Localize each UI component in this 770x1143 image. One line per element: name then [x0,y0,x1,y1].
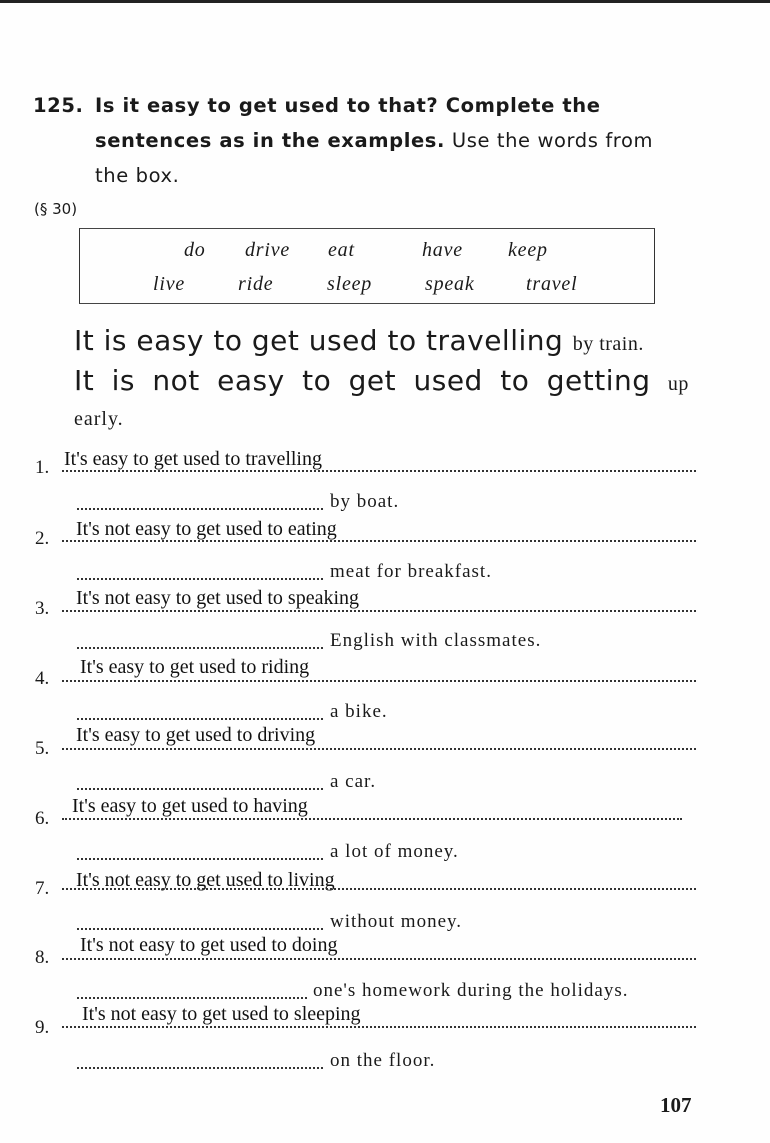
answer-line [62,748,696,750]
item-number: 1. [35,457,50,478]
answer-line-2 [77,647,323,649]
answer-line-2 [77,858,323,860]
word-box-item: keep [508,239,548,261]
example-1 [74,324,714,357]
sentence-continuation: one's homework during the holidays. [313,980,629,1001]
answer-line [62,958,696,960]
word-box-item: drive [245,239,291,261]
item-number: 3. [35,598,50,619]
answer-line [62,470,696,472]
answer-text: It's not easy to get used to eating [76,518,337,540]
task-title-bold-2: sentences as in the examples. [95,129,446,152]
answer-text: It's not easy to get used to doing [80,934,338,956]
answer-text: It's easy to get used to travelling [64,448,322,470]
word-box-item: have [422,239,463,261]
answer-text: It's easy to get used to riding [80,656,310,678]
answer-line-2 [77,508,323,510]
answer-line-2 [77,718,323,720]
word-box-item: travel [526,273,578,295]
example-1-main: It is easy to get used to travelling [74,324,564,357]
answer-line-2 [77,928,323,930]
page-number: 107 [660,1093,692,1117]
word-box-item: eat [328,239,355,261]
section-reference: (§ 30) [34,200,78,218]
word-box-item: sleep [327,273,373,295]
sentence-continuation: meat for breakfast. [330,561,492,582]
example-1-tail: by train. [572,333,644,355]
sentence-continuation: a bike. [330,701,388,722]
item-number: 2. [35,528,50,549]
sentence-continuation: a lot of money. [330,841,459,862]
sentence-continuation: a car. [330,771,377,792]
answer-line-2 [77,997,307,999]
word-box-item: do [184,239,206,261]
answer-text: It's easy to get used to driving [76,724,316,746]
task-title-bold-1: Is it easy to get used to that? Complete the [95,94,601,117]
task-number: 125. [33,94,84,117]
item-number: 5. [35,738,50,759]
example-2-tail: up [667,373,689,395]
item-number: 9. [35,1017,50,1038]
item-number: 6. [35,808,50,829]
task-instructions [33,88,703,193]
top-rule [0,0,770,3]
answer-line [62,818,682,820]
answer-line [62,888,696,890]
task-title-line-2 [33,123,703,158]
sentence-continuation: English with classmates. [330,630,542,651]
sentence-continuation: without money. [330,911,463,932]
word-box-item: ride [238,273,274,295]
word-box-item: speak [425,273,475,295]
sentence-continuation: by boat. [330,491,400,512]
example-2 [74,364,714,397]
answer-line [62,1026,696,1028]
answer-text: It's not easy to get used to speaking [76,587,359,609]
answer-text: It's not easy to get used to living [76,869,335,891]
task-title-line-1 [33,88,703,123]
sentence-continuation: on the floor. [330,1050,436,1071]
answer-line-2 [77,578,323,580]
answer-text: It's easy to get used to having [72,795,308,817]
task-title-rest: Use the words from [451,129,654,152]
answer-line [62,610,696,612]
item-number: 4. [35,668,50,689]
example-2-main: It is not easy to get used to getting [74,364,651,397]
task-title-line-3: the box. [95,164,180,187]
answer-text: It's not easy to get used to sleeping [82,1003,361,1025]
item-number: 7. [35,878,50,899]
answer-line-2 [77,788,323,790]
answer-line-2 [77,1067,323,1069]
word-box [79,228,655,304]
item-number: 8. [35,947,50,968]
example-2-continuation: early. [74,408,124,430]
word-box-item: live [153,273,186,295]
answer-line [62,680,696,682]
answer-line [62,540,696,542]
